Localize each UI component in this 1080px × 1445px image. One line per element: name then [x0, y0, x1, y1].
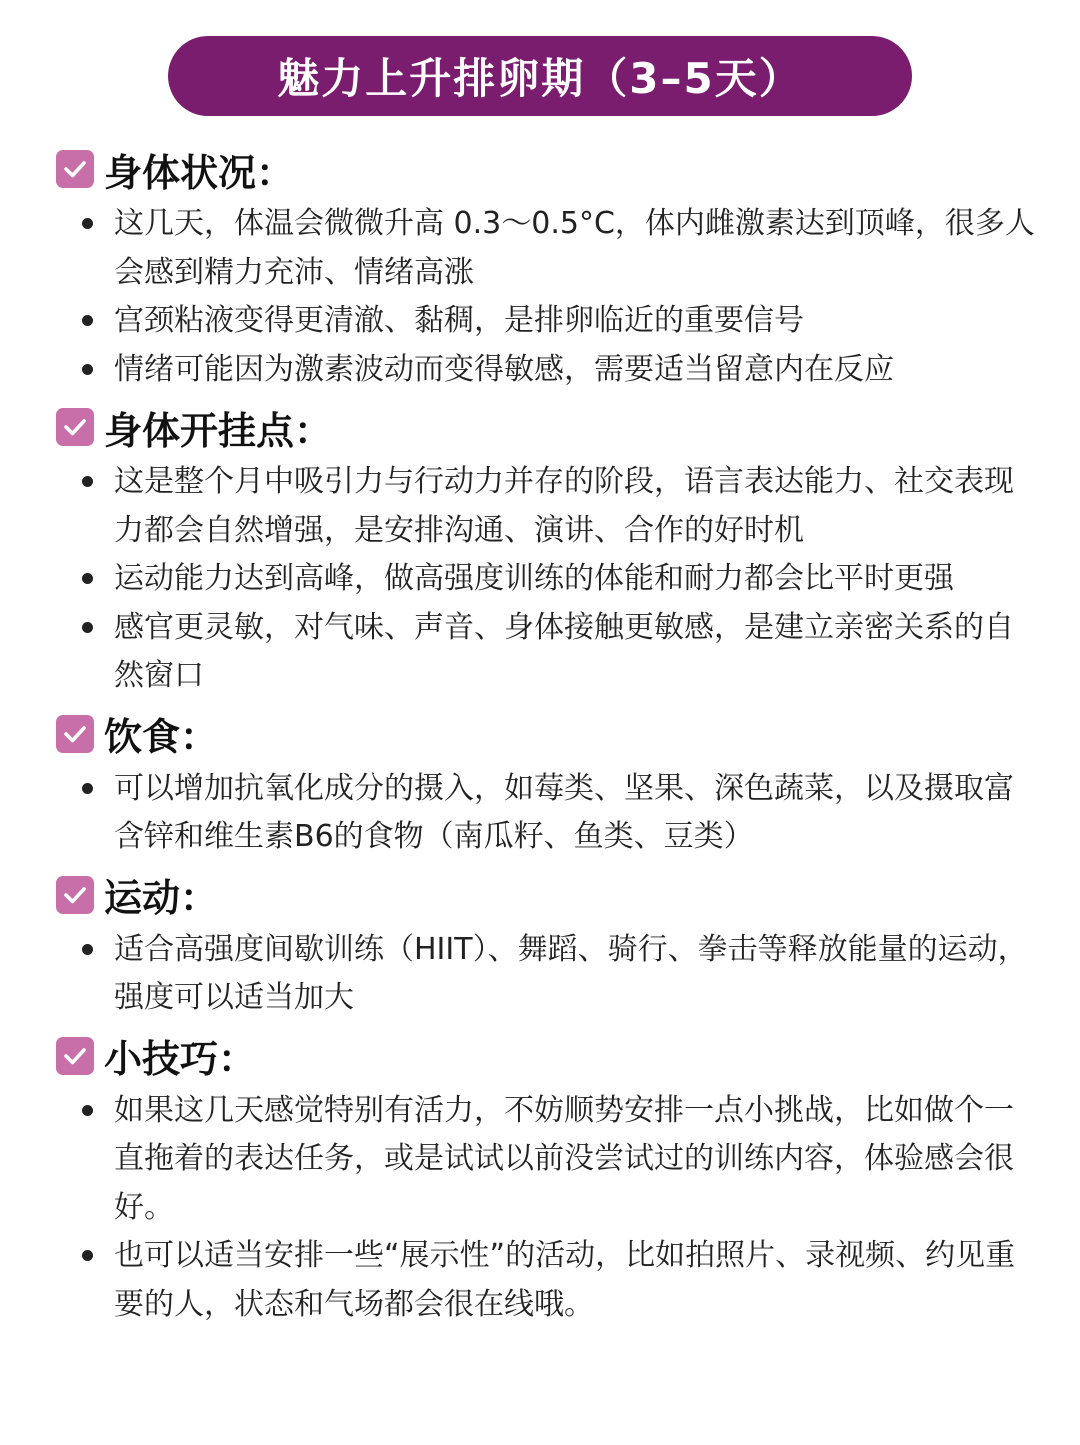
list-item-text: 这是整个月中吸引力与行动力并存的阶段，语言表达能力、社交表现力都会自然增强，是安排沟通、演讲、合作的好时机	[114, 464, 1014, 548]
section-tips	[56, 1025, 1036, 1330]
section-header	[56, 864, 1036, 926]
bullet-dot	[82, 944, 93, 955]
list-item	[56, 604, 1036, 701]
checkbox-check-icon	[56, 408, 94, 446]
list-item	[56, 346, 1036, 395]
list-item-text: 宫颈粘液变得更清澈、黏稠，是排卵临近的重要信号	[114, 303, 804, 338]
section-diet	[56, 703, 1036, 862]
list-item	[56, 297, 1036, 346]
section-title: 小技巧：	[104, 1037, 257, 1081]
section-header	[56, 1025, 1036, 1087]
content	[56, 136, 1036, 1329]
list-item-text: 适合高强度间歇训练（HIIT）、舞蹈、骑行、拳击等释放能量的运动，强度可以适当加大	[114, 931, 1028, 1015]
bullet-dot	[82, 622, 93, 633]
bullet-dot	[82, 1250, 93, 1261]
list-item	[56, 765, 1036, 862]
bullet-list	[56, 926, 1036, 1023]
section-title: 运动：	[104, 876, 219, 920]
list-item-text: 如果这几天感觉特别有活力，不妨顺势安排一点小挑战，比如做个一直拖着的表达任务，或是试试以前没尝试过的训练内容，体验感会很好。	[114, 1092, 1014, 1225]
section-body-advantages	[56, 396, 1036, 701]
list-item-text: 这几天，体温会微微升高 0.3～0.5°C，体内雌激素达到顶峰，很多人会感到精力充沛、情绪高涨	[114, 206, 1035, 290]
checkbox-check-icon	[56, 150, 94, 188]
section-header	[56, 396, 1036, 458]
list-item	[56, 458, 1036, 555]
section-header	[56, 138, 1036, 200]
list-item	[56, 926, 1036, 1023]
list-item	[56, 200, 1036, 297]
bullet-dot	[82, 364, 93, 375]
list-item-text: 感官更灵敏，对气味、声音、身体接触更敏感，是建立亲密关系的自然窗口	[114, 609, 1014, 693]
bullet-list	[56, 458, 1036, 701]
list-item	[56, 1087, 1036, 1233]
section-title: 身体状况：	[104, 150, 295, 195]
list-item	[56, 555, 1036, 604]
list-item-text: 情绪可能因为激素波动而变得敏感，需要适当留意内在反应	[114, 351, 894, 387]
checkbox-check-icon	[56, 1037, 94, 1075]
bullet-dot	[82, 476, 93, 487]
bullet-dot	[82, 783, 93, 794]
checkbox-check-icon	[56, 876, 94, 914]
list-item-text: 运动能力达到高峰，做高强度训练的体能和耐力都会比平时更强	[114, 561, 954, 596]
bullet-dot	[82, 315, 93, 326]
section-body-condition	[56, 138, 1036, 394]
section-header	[56, 703, 1036, 765]
section-title: 饮食：	[104, 715, 219, 759]
bullet-dot	[82, 573, 93, 584]
list-item-text: 可以增加抗氧化成分的摄入，如莓类、坚果、深色蔬菜，以及摄取富含锌和维生素B6的食物（南瓜籽、鱼类、豆类）	[114, 770, 1014, 854]
checkbox-check-icon	[56, 715, 94, 753]
section-exercise	[56, 864, 1036, 1023]
title-banner	[168, 36, 912, 116]
list-item	[56, 1232, 1036, 1329]
bullet-list	[56, 765, 1036, 862]
page-title: 魅力上升排卵期（3–5天）	[277, 54, 803, 103]
bullet-list	[56, 1087, 1036, 1330]
bullet-dot	[82, 218, 93, 229]
section-title: 身体开挂点：	[104, 408, 333, 453]
bullet-dot	[82, 1105, 93, 1116]
bullet-list	[56, 200, 1036, 394]
list-item-text: 也可以适当安排一些“展示性”的活动，比如拍照片、录视频、约见重要的人，状态和气场都会很在线哦。	[114, 1238, 1016, 1322]
